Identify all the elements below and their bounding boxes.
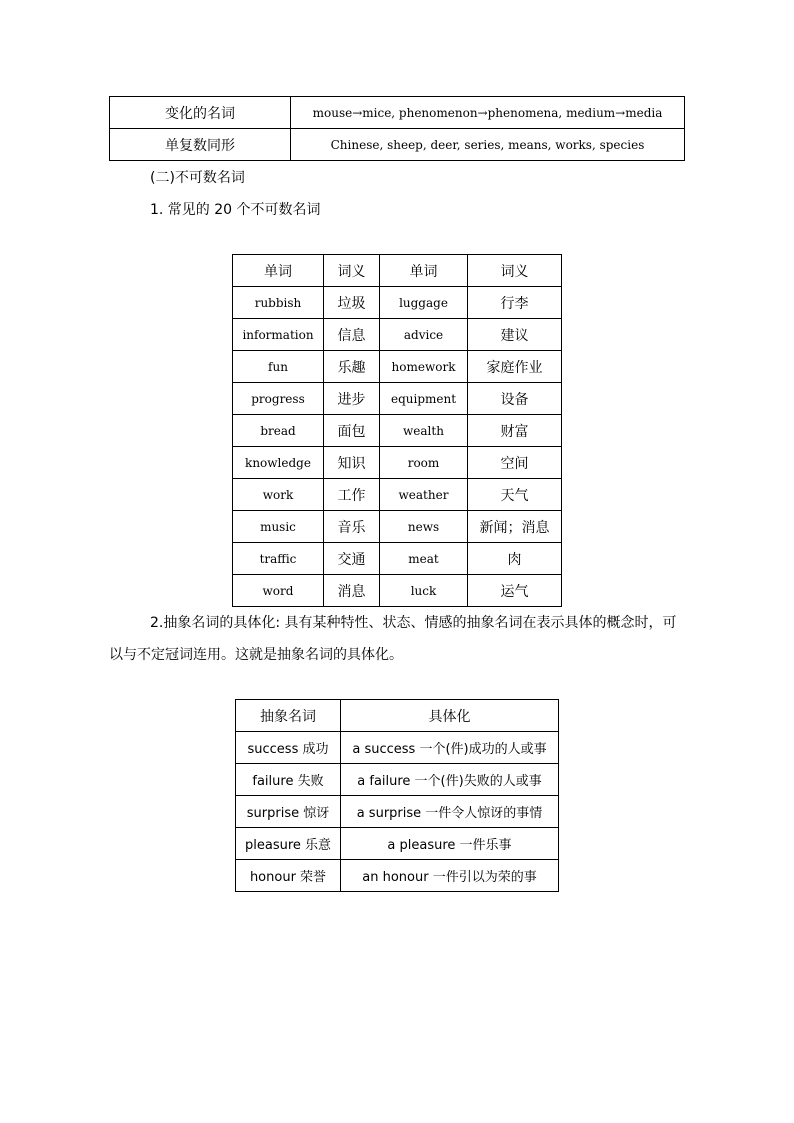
- table-row: [233, 447, 562, 479]
- table-cell: weather: [380, 479, 468, 511]
- table-cell: rubbish: [233, 287, 324, 319]
- table-cell: music: [233, 511, 324, 543]
- table-cell: 家庭作业: [468, 351, 562, 383]
- table-cell: equipment: [380, 383, 468, 415]
- table-cell: failure 失败: [236, 764, 341, 796]
- table-cell: 天气: [468, 479, 562, 511]
- header-cell: 词义: [324, 255, 380, 287]
- table-cell: luck: [380, 575, 468, 607]
- table-row: [236, 796, 559, 828]
- table-row: [233, 575, 562, 607]
- table-row: [236, 828, 559, 860]
- table-cell: 面包: [324, 415, 380, 447]
- table-header-row: [236, 700, 559, 732]
- table-row: [233, 415, 562, 447]
- table-cell: news: [380, 511, 468, 543]
- table-row: [110, 129, 685, 161]
- table-cell: a pleasure 一件乐事: [341, 828, 559, 860]
- table-cell: 知识: [324, 447, 380, 479]
- subsection-heading: 1. 常见的 20 个不可数名词: [150, 202, 321, 218]
- table-cell: 新闻；消息: [468, 511, 562, 543]
- table-cell: mouse→mice, phenomenon→phenomena, medium→media: [291, 97, 685, 129]
- abstract-nouns-table: [235, 699, 559, 892]
- table-cell: luggage: [380, 287, 468, 319]
- table-cell: 空间: [468, 447, 562, 479]
- table-cell: 设备: [468, 383, 562, 415]
- table-cell: traffic: [233, 543, 324, 575]
- table-cell: homework: [380, 351, 468, 383]
- table-row: [233, 511, 562, 543]
- table-cell: success 成功: [236, 732, 341, 764]
- table-cell: meat: [380, 543, 468, 575]
- table-row: [233, 479, 562, 511]
- table-cell: a failure 一个(件)失败的人或事: [341, 764, 559, 796]
- table-cell: honour 荣誉: [236, 860, 341, 892]
- paragraph-line: 2.抽象名词的具体化: 具有某种特性、状态、情感的抽象名词在表示具体的概念时，可: [150, 615, 677, 631]
- table-cell: an honour 一件引以为荣的事: [341, 860, 559, 892]
- table-cell: 财富: [468, 415, 562, 447]
- table-cell: 单复数同形: [110, 129, 291, 161]
- table-cell: 变化的名词: [110, 97, 291, 129]
- table-cell: knowledge: [233, 447, 324, 479]
- uncountable-nouns-table: [232, 254, 562, 607]
- table-cell: fun: [233, 351, 324, 383]
- table-cell: 交通: [324, 543, 380, 575]
- table-cell: wealth: [380, 415, 468, 447]
- table-row: [233, 287, 562, 319]
- table-row: [233, 319, 562, 351]
- table-row: [110, 97, 685, 129]
- table-cell: Chinese, sheep, deer, series, means, works, species: [291, 129, 685, 161]
- table-cell: progress: [233, 383, 324, 415]
- noun-forms-table: [109, 96, 685, 161]
- table-row: [236, 764, 559, 796]
- table-cell: word: [233, 575, 324, 607]
- paragraph-line: 以与不定冠词连用。这就是抽象名词的具体化。: [109, 647, 403, 663]
- header-cell: 词义: [468, 255, 562, 287]
- table-cell: advice: [380, 319, 468, 351]
- table-cell: bread: [233, 415, 324, 447]
- table-cell: 工作: [324, 479, 380, 511]
- table-row: [236, 732, 559, 764]
- table-row: [233, 543, 562, 575]
- table-cell: 消息: [324, 575, 380, 607]
- table-cell: 垃圾: [324, 287, 380, 319]
- table-cell: 乐趣: [324, 351, 380, 383]
- table-row: [233, 351, 562, 383]
- section-heading: (二)不可数名词: [150, 170, 245, 186]
- header-cell: 单词: [233, 255, 324, 287]
- table-cell: pleasure 乐意: [236, 828, 341, 860]
- table-cell: 肉: [468, 543, 562, 575]
- table-cell: 音乐: [324, 511, 380, 543]
- table-header-row: [233, 255, 562, 287]
- table-row: [233, 383, 562, 415]
- table-row: [236, 860, 559, 892]
- table-cell: 进步: [324, 383, 380, 415]
- table-cell: room: [380, 447, 468, 479]
- table-cell: 信息: [324, 319, 380, 351]
- table-cell: 运气: [468, 575, 562, 607]
- table-cell: 行李: [468, 287, 562, 319]
- table-cell: work: [233, 479, 324, 511]
- header-cell: 具体化: [341, 700, 559, 732]
- table-cell: 建议: [468, 319, 562, 351]
- header-cell: 单词: [380, 255, 468, 287]
- table-cell: a surprise 一件令人惊讶的事情: [341, 796, 559, 828]
- header-cell: 抽象名词: [236, 700, 341, 732]
- table-cell: a success 一个(件)成功的人或事: [341, 732, 559, 764]
- table-cell: surprise 惊讶: [236, 796, 341, 828]
- table-cell: information: [233, 319, 324, 351]
